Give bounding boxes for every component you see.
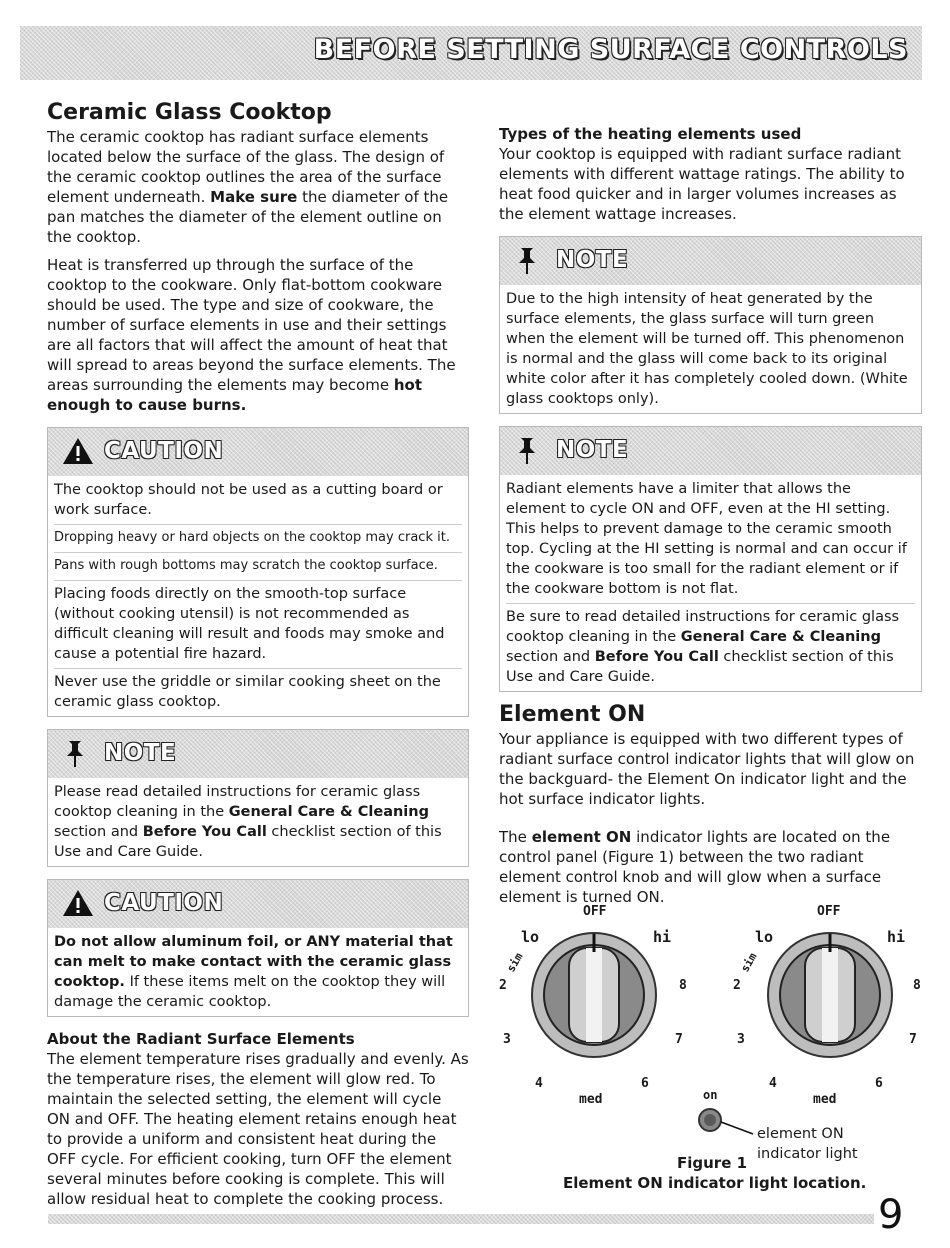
note-box-2	[499, 236, 922, 414]
warning-icon	[62, 889, 94, 921]
caution-body	[48, 476, 468, 716]
warning-icon	[62, 437, 94, 469]
knob-label-8: 8	[679, 978, 687, 993]
left-column	[47, 100, 469, 1209]
figure-number: Figure 1	[677, 1154, 748, 1172]
caution-header	[48, 880, 468, 928]
radiant-paragraph: The element temperature rises gradually and evenly. As the temperature rises, the element will glow red. To maintain the selected setting, the element will cycle ON and OFF. The heating element retains enough heat to provide a uniform and consistent heat during the OFF cycle. For efficient cooking, turn OFF the element several minutes before cooking is complete. This will allow residual heat to complete the cooking process.	[47, 1050, 469, 1208]
knob-label-off: OFF	[583, 904, 607, 919]
knob-label-4: 4	[535, 1076, 543, 1091]
left-control-knob	[529, 930, 659, 1060]
knob-label-med: med	[579, 1092, 603, 1107]
knob-label-8: 8	[913, 978, 921, 993]
caution-item: Never use the griddle or similar cooking sheet on the ceramic glass cooktop.	[54, 668, 462, 712]
knob-label-sim: sim	[504, 950, 526, 975]
radiant-title: About the Radiant Surface Elements	[47, 1030, 355, 1048]
knob-label-sim: sim	[738, 950, 760, 975]
right-control-knob	[765, 930, 895, 1060]
ceramic-paragraph-2: Heat is transferred up through the surface of the cooktop to the cookware. Only flat-bottom cookware should be used. The type and size of cookware, the number of surface elements in use and their settings are all factors that will affect the amount of heat that will spread to areas beyond the surface elements. The areas surrounding the elements may become hot enough to cause burns.	[47, 256, 456, 414]
note-header	[48, 730, 468, 778]
note-text: Be sure to read detailed instructions for ceramic glass cooktop cleaning in the General Care & Cleaning section and Before You Call checklist section of this Use and Care Guide.	[506, 603, 915, 687]
note-body	[500, 285, 921, 413]
knob-label-2: 2	[499, 978, 507, 993]
knob-label-hi: hi	[653, 928, 672, 946]
pushpin-icon	[514, 436, 540, 470]
note-header	[500, 427, 921, 475]
right-column	[499, 124, 922, 907]
indicator-callout: element ON indicator light	[757, 1126, 858, 1162]
caution-item: Dropping heavy or hard objects on the cooktop may crack it.	[54, 524, 462, 548]
knob-label-4: 4	[769, 1076, 777, 1091]
knob-label-6: 6	[875, 1076, 883, 1091]
note-label: NOTE	[556, 247, 629, 273]
note-label: NOTE	[104, 740, 177, 766]
note-text: Due to the high intensity of heat generated by the surface elements, the glass surface will turn green when the element will be turned off. This phenomenon is normal and the glass will come back to its original white color after it has completely cooled down. (White glass cooktops only).	[506, 291, 908, 407]
knob-label-6: 6	[641, 1076, 649, 1091]
note-text: Please read detailed instructions for ceramic glass cooktop cleaning in the General Care & Cleaning section and Before You Call checklist section of this Use and Care Guide.	[54, 784, 442, 860]
ceramic-paragraph-1: The ceramic cooktop has radiant surface elements located below the surface of the glass. The design of the ceramic cooktop outlines the area of the surface element underneath. Make sure the diameter of the pan matches the diameter of the element outline on the cooktop.	[47, 128, 449, 246]
note-header	[500, 237, 921, 285]
caution-box-2	[47, 879, 469, 1017]
caution-item: Pans with rough bottoms may scratch the cooktop surface.	[54, 552, 462, 576]
knob-label-off: OFF	[817, 904, 841, 919]
note-text: Radiant elements have a limiter that allows the element to cycle ON and OFF, even at the HI setting. This helps to prevent damage to the ceramic smooth top. Cycling at the HI setting is normal and can occur if the cookware is too small for the radiant element or if the cookware bottom is not flat.	[506, 481, 907, 597]
knob-label-7: 7	[909, 1032, 917, 1047]
indicator-on-label: on	[703, 1088, 718, 1102]
note-body	[48, 778, 468, 866]
caution-label: CAUTION	[104, 890, 224, 916]
caution-header	[48, 428, 468, 476]
page-header-bar	[20, 26, 922, 80]
caution-item: The cooktop should not be used as a cutting board or work surface.	[54, 482, 443, 518]
note-box-1	[47, 729, 469, 867]
caution-text: Do not allow aluminum foil, or ANY material that can melt to make contact with the ceramic glass cooktop. If these items melt on the cooktop they will damage the ceramic cooktop.	[54, 934, 453, 1010]
note-label: NOTE	[556, 437, 629, 463]
knob-label-lo: lo	[521, 928, 540, 946]
figure-1	[495, 900, 925, 1200]
note-box-3	[499, 426, 922, 692]
element-on-paragraph-2: The element ON indicator lights are located on the control panel (Figure 1) between the two radiant element control knob and will glow when a surface element is turned ON.	[499, 828, 891, 906]
knob-label-med: med	[813, 1092, 837, 1107]
caution-item: Placing foods directly on the smooth-top surface (without cooking utensil) is not recommended as difficult cleaning will result and foods may smoke and cause a potential fire hazard.	[54, 580, 462, 664]
note-body	[500, 475, 921, 691]
knob-label-3: 3	[737, 1032, 745, 1047]
caution-box-1	[47, 427, 469, 717]
pushpin-icon	[514, 246, 540, 280]
knob-label-3: 3	[503, 1032, 511, 1047]
page-number: 9	[878, 1192, 904, 1238]
element-on-title: Element ON	[499, 702, 646, 727]
types-title: Types of the heating elements used	[499, 125, 802, 143]
knob-label-lo: lo	[755, 928, 774, 946]
pushpin-icon	[62, 739, 88, 773]
figure-caption: Element ON indicator light location.	[563, 1174, 867, 1192]
page-title: BEFORE SETTING SURFACE CONTROLS	[313, 34, 908, 65]
footer-bar	[48, 1214, 874, 1224]
caution-body	[48, 928, 468, 1016]
element-on-indicator-light	[697, 1106, 757, 1136]
knob-label-2: 2	[733, 978, 741, 993]
types-paragraph: Your cooktop is equipped with radiant surface radiant elements with different wattage ratings. The ability to heat food quicker and in larger volumes increases as the element wattage increases.	[499, 145, 905, 223]
knob-label-7: 7	[675, 1032, 683, 1047]
ceramic-title: Ceramic Glass Cooktop	[47, 100, 332, 125]
knob-label-hi: hi	[887, 928, 906, 946]
element-on-paragraph-1: Your appliance is equipped with two different types of radiant surface control indicator lights that will glow on the backguard- the Element On indicator light and the hot surface indicator lights.	[499, 730, 915, 808]
caution-label: CAUTION	[104, 438, 224, 464]
